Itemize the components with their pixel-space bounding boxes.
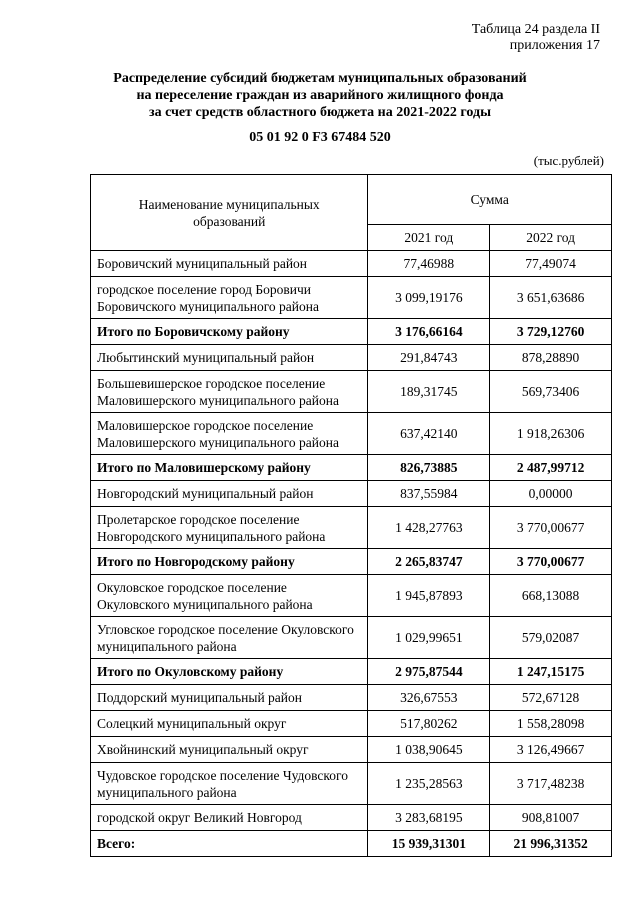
row-name: Маловишерское городское поселение Маловишерского муниципального района (91, 413, 368, 455)
row-name: Итого по Новгородскому району (91, 549, 368, 575)
row-value-2021: 1 428,27763 (368, 507, 490, 549)
row-value-2022: 3 651,63686 (490, 277, 612, 319)
row-value-2021: 3 283,68195 (368, 805, 490, 831)
row-value-2022: 878,28890 (490, 345, 612, 371)
row-value-2021: 517,80262 (368, 711, 490, 737)
table-reference-line1: Таблица 24 раздела II (471, 22, 600, 37)
row-name: Большевишерское городское поселение Маловишерского муниципального района (91, 371, 368, 413)
table-row (91, 371, 612, 413)
row-value-2022: 2 487,99712 (490, 455, 612, 481)
row-name: Любытинский муниципальный район (91, 345, 368, 371)
row-name: городское поселение город Боровичи Боровичского муниципального района (91, 277, 368, 319)
row-name: Окуловское городское поселение Окуловского муниципального района (91, 575, 368, 617)
subsidy-table (90, 174, 612, 857)
row-value-2021: 2 975,87544 (368, 659, 490, 685)
row-name: Хвойнинский муниципальный округ (91, 737, 368, 763)
title-line1: Распределение субсидий бюджетам муниципальных образований (113, 71, 527, 86)
row-name: городской округ Великий Новгород (91, 805, 368, 831)
row-value-2021: 326,67553 (368, 685, 490, 711)
row-name: Пролетарское городское поселение Новгородского муниципального района (91, 507, 368, 549)
header-2022: 2022 год (490, 225, 612, 251)
table-reference-line2: приложения 17 (509, 38, 600, 53)
table-row (91, 507, 612, 549)
document-title (0, 70, 640, 121)
row-value-2022: 0,00000 (490, 481, 612, 507)
row-value-2022: 908,81007 (490, 805, 612, 831)
title-line3: за счет средств областного бюджета на 2021-2022 годы (148, 105, 492, 120)
table-row (91, 737, 612, 763)
table-reference (472, 22, 600, 54)
row-value-2022: 579,02087 (490, 617, 612, 659)
row-value-2022: 668,13088 (490, 575, 612, 617)
header-name: Наименование муниципальных образований (91, 175, 368, 251)
table-row (91, 277, 612, 319)
row-value-2022: 3 770,00677 (490, 549, 612, 575)
row-value-2021: 2 265,83747 (368, 549, 490, 575)
row-value-2021: 837,55984 (368, 481, 490, 507)
row-value-2022: 21 996,31352 (490, 831, 612, 857)
row-value-2021: 3 176,66164 (368, 319, 490, 345)
table-row (91, 763, 612, 805)
total-row (91, 319, 612, 345)
row-value-2021: 1 235,28563 (368, 763, 490, 805)
row-name: Итого по Окуловскому району (91, 659, 368, 685)
table-row (91, 345, 612, 371)
row-value-2022: 1 918,26306 (490, 413, 612, 455)
row-value-2021: 189,31745 (368, 371, 490, 413)
row-value-2021: 637,42140 (368, 413, 490, 455)
row-name: Поддорский муниципальный район (91, 685, 368, 711)
table-row (91, 413, 612, 455)
row-value-2021: 1 029,99651 (368, 617, 490, 659)
row-name: Итого по Боровичскому району (91, 319, 368, 345)
table-row (91, 711, 612, 737)
row-name: Всего: (91, 831, 368, 857)
table-row (91, 805, 612, 831)
row-value-2022: 3 126,49667 (490, 737, 612, 763)
table-row (91, 617, 612, 659)
row-value-2022: 3 729,12760 (490, 319, 612, 345)
row-value-2022: 77,49074 (490, 251, 612, 277)
total-row (91, 455, 612, 481)
title-line2: на переселение граждан из аварийного жилищного фонда (136, 88, 504, 103)
row-value-2021: 826,73885 (368, 455, 490, 481)
row-name: Чудовское городское поселение Чудовского муниципального района (91, 763, 368, 805)
header-2021: 2021 год (368, 225, 490, 251)
row-value-2022: 572,67128 (490, 685, 612, 711)
row-value-2022: 1 558,28098 (490, 711, 612, 737)
budget-code: 05 01 92 0 F3 67484 520 (249, 130, 391, 145)
total-row (91, 831, 612, 857)
row-value-2022: 569,73406 (490, 371, 612, 413)
row-name: Солецкий муниципальный округ (91, 711, 368, 737)
row-name: Угловское городское поселение Окуловского муниципального района (91, 617, 368, 659)
total-row (91, 659, 612, 685)
table-row (91, 575, 612, 617)
row-value-2022: 3 717,48238 (490, 763, 612, 805)
row-value-2021: 1 945,87893 (368, 575, 490, 617)
row-value-2021: 77,46988 (368, 251, 490, 277)
row-name: Новгородский муниципальный район (91, 481, 368, 507)
row-value-2022: 1 247,15175 (490, 659, 612, 685)
unit-label: (тыс.рублей) (533, 153, 604, 168)
table-row (91, 685, 612, 711)
table-row (91, 251, 612, 277)
table-body (91, 251, 612, 857)
row-value-2021: 291,84743 (368, 345, 490, 371)
row-value-2021: 15 939,31301 (368, 831, 490, 857)
row-value-2022: 3 770,00677 (490, 507, 612, 549)
row-name: Итого по Маловишерскому району (91, 455, 368, 481)
row-name: Боровичский муниципальный район (91, 251, 368, 277)
total-row (91, 549, 612, 575)
row-value-2021: 1 038,90645 (368, 737, 490, 763)
table-row (91, 481, 612, 507)
header-sum: Сумма (368, 175, 612, 225)
row-value-2021: 3 099,19176 (368, 277, 490, 319)
